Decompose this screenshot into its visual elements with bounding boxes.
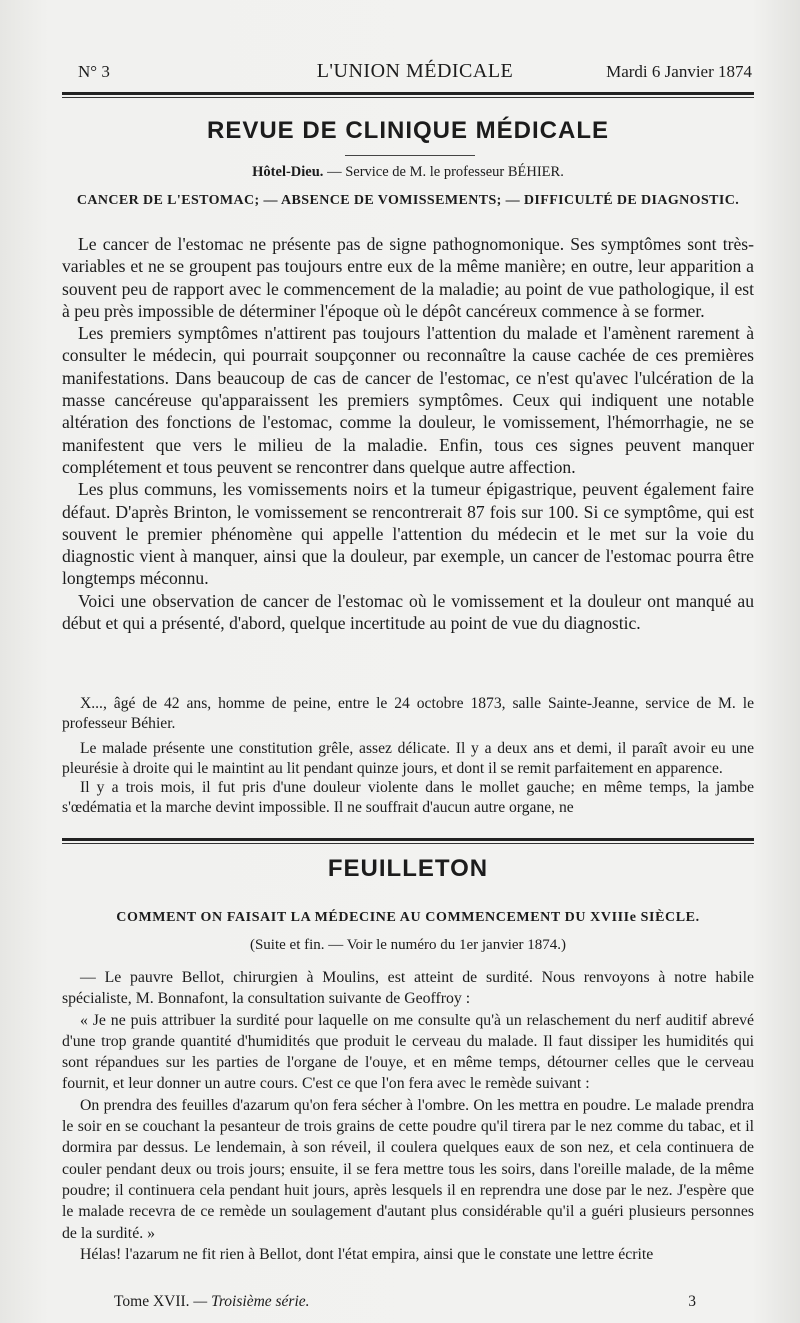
article-paragraph: Voici une observation de cancer de l'estomac où le vomissement et la douleur ont manqué au début et qui a présenté, d'abord, quelque incertitude au point de vue du diagnostic.	[62, 590, 754, 634]
article-paragraph: Le cancer de l'estomac ne présente pas de signe pathognomonique. Ses symptômes sont très-variables et ne se groupent pas toujours entre eux de la même manière; en outre, leur apparition a souvent peu de rapport avec le commencement de la maladie; au point de vue pathologique, il est à peu près impossible de déterminer l'époque où le dépôt cancéreux commence à se former.	[62, 234, 754, 321]
service-line	[62, 164, 754, 181]
footer-tome	[114, 1293, 310, 1311]
journal-title: L'UNION MÉDICALE	[316, 60, 514, 82]
hospital-name: Hôtel-Dieu.	[252, 164, 324, 180]
feuilleton-paragraph: On prendra des feuilles d'azarum qu'on fera sécher à l'ombre. On les mettra en poudre. Le malade prendra le soir en se couchant la pesanteur de trois grains de cette poudre qu'il tirera par le nez comme du tabac, et il dormira par dessus. Le lendemain, à son réveil, il coulera quelques eaux de son nez, et cela continuera de couler pendant deux ou trois jours; ensuite, il se fera mettre tous les soirs, dans l'oreille malade, de la même poudre; il continuera cela pendant huit jours, après lesquels il en reprendra une dose par le nez. J'espère que le malade recevra de ce remède un soulagement d'autant plus considérable qu'il a guéri plusieurs personnes de la surdité. »	[62, 1096, 754, 1242]
page-header	[78, 58, 752, 88]
observation-paragraph: Le malade présente une constitution grêle, assez délicate. Il y a deux ans et demi, il paraît avoir eu une pleurésie à droite qui le maintint au lit pendant quinze jours, et dont il se remit parfaitement en apparence.	[62, 740, 754, 777]
observation-paragraph: Il y a trois mois, il fut pris d'une douleur violente dans le mollet gauche; en même temps, la jambe s'œdématia et la marche devint impossible. Il ne souffrait d'aucun autre organe, ne	[62, 779, 754, 816]
header-rule	[62, 92, 754, 95]
case-title: CANCER DE L'ESTOMAC; — ABSENCE DE VOMISSEMENTS; — DIFFICULTÉ DE DIAGNOSTIC.	[76, 193, 740, 208]
feuilleton-body	[62, 967, 754, 1265]
feuilleton-reference: (Suite et fin. — Voir le numéro du 1er janvier 1874.)	[249, 937, 567, 953]
feuilleton-paragraph: « Je ne puis attribuer la surdité pour laquelle on me consulte qu'à un relaschement du nerf auditif abrevé d'une trop grande quantité d'humidités que produit le cerveau du malade. Il faut dissiper les humidités qui sont répandues sur les parties de l'organe de l'ouye, et en même temps, détourner celles que le cerveau fournit, et leur donner un autre cours. C'est ce que l'on fera avec le remède suivant :	[62, 1011, 754, 1093]
feuilleton-subtitle: COMMENT ON FAISAIT LA MÉDECINE AU COMMENCEMENT DU XVIIIe SIÈCLE.	[116, 910, 700, 925]
page-number: 3	[688, 1293, 696, 1310]
feuilleton-paragraph: — Le pauvre Bellot, chirurgien à Moulins, est atteint de surdité. Nous renvoyons à notre habile spécialiste, M. Bonnafont, la consultation suivante de Geoffroy :	[62, 969, 754, 1008]
series-label: — Troisième série.	[193, 1293, 310, 1310]
header-rule-thin	[62, 97, 754, 98]
feuilleton-title: FEUILLETON	[327, 855, 489, 882]
issue-date: Mardi 6 Janvier 1874	[606, 62, 752, 81]
article-paragraph: Les premiers symptômes n'attirent pas toujours l'attention du malade et l'amènent rarement à consulter le médecin, qui pourrait soupçonner ou reconnaître la cause cachée de ces premières manifestations. Dans beaucoup de cas de cancer de l'estomac, ce n'est qu'avec l'ulcération de la masse cancéreuse qu'apparaissent les premiers symptômes. Ceux qui indiquent une notable altération des fonctions de l'estomac, comme la douleur, le vomissement, l'hémorrhagie, ne se manifestent que vers le milieu de la maladie. Enfin, tous ces signes peuvent manquer complétement et tous peuvent se rencontrer dans quelque autre affection.	[62, 323, 754, 477]
page-footer	[62, 1293, 754, 1315]
observation-paragraph: X..., âgé de 42 ans, homme de peine, entre le 24 octobre 1873, salle Sainte-Jeanne, service de M. le professeur Béhier.	[62, 695, 754, 732]
section-divider	[345, 155, 475, 156]
service-name: — Service de M. le professeur BÉHIER.	[327, 164, 564, 180]
tome-number: Tome XVII.	[114, 1293, 190, 1310]
feuilleton-rule-thin	[62, 843, 754, 844]
article-paragraph: Les plus communs, les vomissements noirs et la tumeur épigastrique, peuvent également faire défaut. D'après Brinton, le vomissement se rencontrerait 87 fois sur 100. Si ce symptôme, qui est souvent le premier phénomène qui appelle l'attention du médecin et le met sur la voie du diagnostic vient à manquer, ainsi que la douleur, par exemple, un cancer de l'estomac pourra être longtemps méconnu.	[62, 479, 754, 589]
issue-number: N° 3	[78, 62, 110, 81]
observation-body	[62, 694, 754, 817]
section-title: REVUE DE CLINIQUE MÉDICALE	[206, 117, 610, 144]
article-body	[62, 233, 754, 634]
feuilleton-rule	[62, 838, 754, 841]
feuilleton-paragraph: Hélas! l'azarum ne fit rien à Bellot, dont l'état empira, ainsi que le constate une lettre écrite	[80, 1245, 654, 1263]
